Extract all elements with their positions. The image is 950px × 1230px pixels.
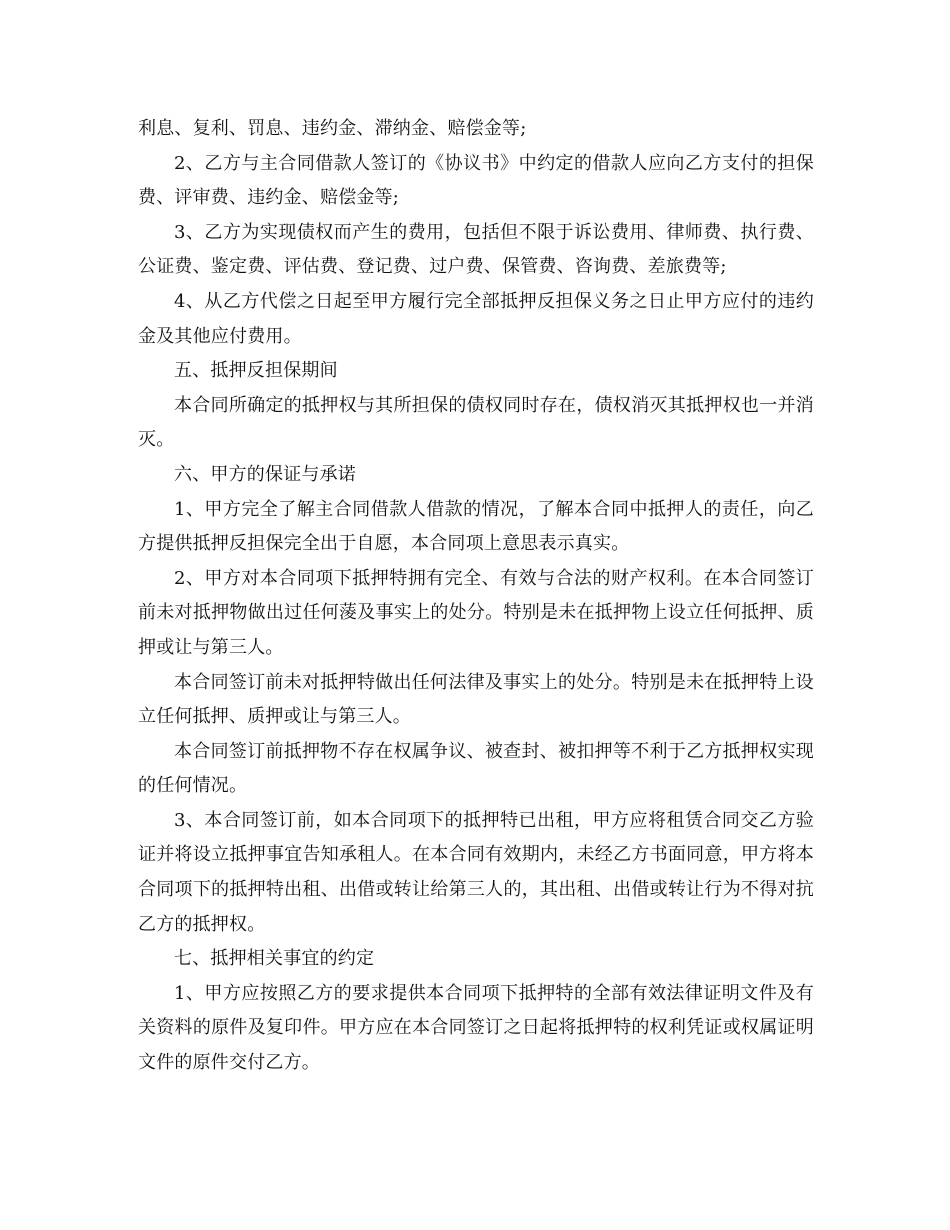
paragraph-warranty-3: 3、本合同签订前，如本合同项下的抵押特已出租，甲方应将租赁合同交乙方验证并将设立抵押事宜告知承租人。在本合同有效期内，未经乙方书面同意，甲方将本合同项下的抵押特出租、出借或转让给第三人的，其出租、出借或转让行为不得对抗乙方的抵押权。 — [138, 809, 814, 935]
section-heading-6: 六、甲方的保证与承诺 — [174, 463, 356, 485]
paragraph-warranty-2: 2、甲方对本合同项下抵押特拥有完全、有效与合法的财产权利。在本合同签订前未对抵押物做出过任何蔆及事实上的处分。特别是未在抵押物上设立任何抵押、质押或让与第三人。 — [138, 567, 814, 658]
paragraph-warranty-2c: 本合同签订前抵押物不存在权属争议、被查封、被扣押等不利于乙方抵押权实现的任何情况。 — [138, 740, 814, 797]
section-heading-5: 五、抵押反担保期间 — [174, 360, 338, 382]
section-heading-7: 七、抵押相关事宜的约定 — [174, 948, 375, 970]
paragraph-guarantee-period: 本合同所确定的抵押权与其所担保的债权同时存在，债权消灭其抵押权也一并消灭。 — [138, 394, 814, 451]
paragraph-mortgage-matters-1: 1、甲方应按照乙方的要求提供本合同项下抵押特的全部有效法律证明文件及有关资料的原件及复印件。甲方应在本合同签订之日起将抵押特的权利凭证或权属证明文件的原件交付乙方。 — [138, 982, 814, 1074]
paragraph-guarantee-fees: 2、乙方与主合同借款人签订的《协议书》中约定的借款人应向乙方支付的担保费、评审费、违约金、赔偿金等; — [138, 152, 814, 209]
paragraph-warranty-2b: 本合同签订前未对抵押特做出任何法律及事实上的处分。特别是未在抵押特上设立任何抵押、质押或让与第三人。 — [138, 671, 814, 728]
document-page — [138, 112, 814, 1081]
paragraph-enforcement-costs: 3、乙方为实现债权而产生的费用，包括但不限于诉讼费用、律师费、执行费、公证费、鉴定费、评估费、登记费、过户费、保管费、咨询费、差旅费等; — [138, 221, 814, 278]
paragraph-penalty-fees: 4、从乙方代偿之日起至甲方履行完全部抵押反担保义务之日止甲方应付的违约金及其他应付费用。 — [138, 290, 814, 347]
paragraph-warranty-1: 1、甲方完全了解主合同借款人借款的情况，了解本合同中抵押人的责任，向乙方提供抵押反担保完全出于自愿，本合同项上意思表示真实。 — [138, 498, 814, 555]
paragraph-interest-items: 利息、复利、罚息、违约金、滞纳金、赔偿金等; — [138, 118, 527, 139]
